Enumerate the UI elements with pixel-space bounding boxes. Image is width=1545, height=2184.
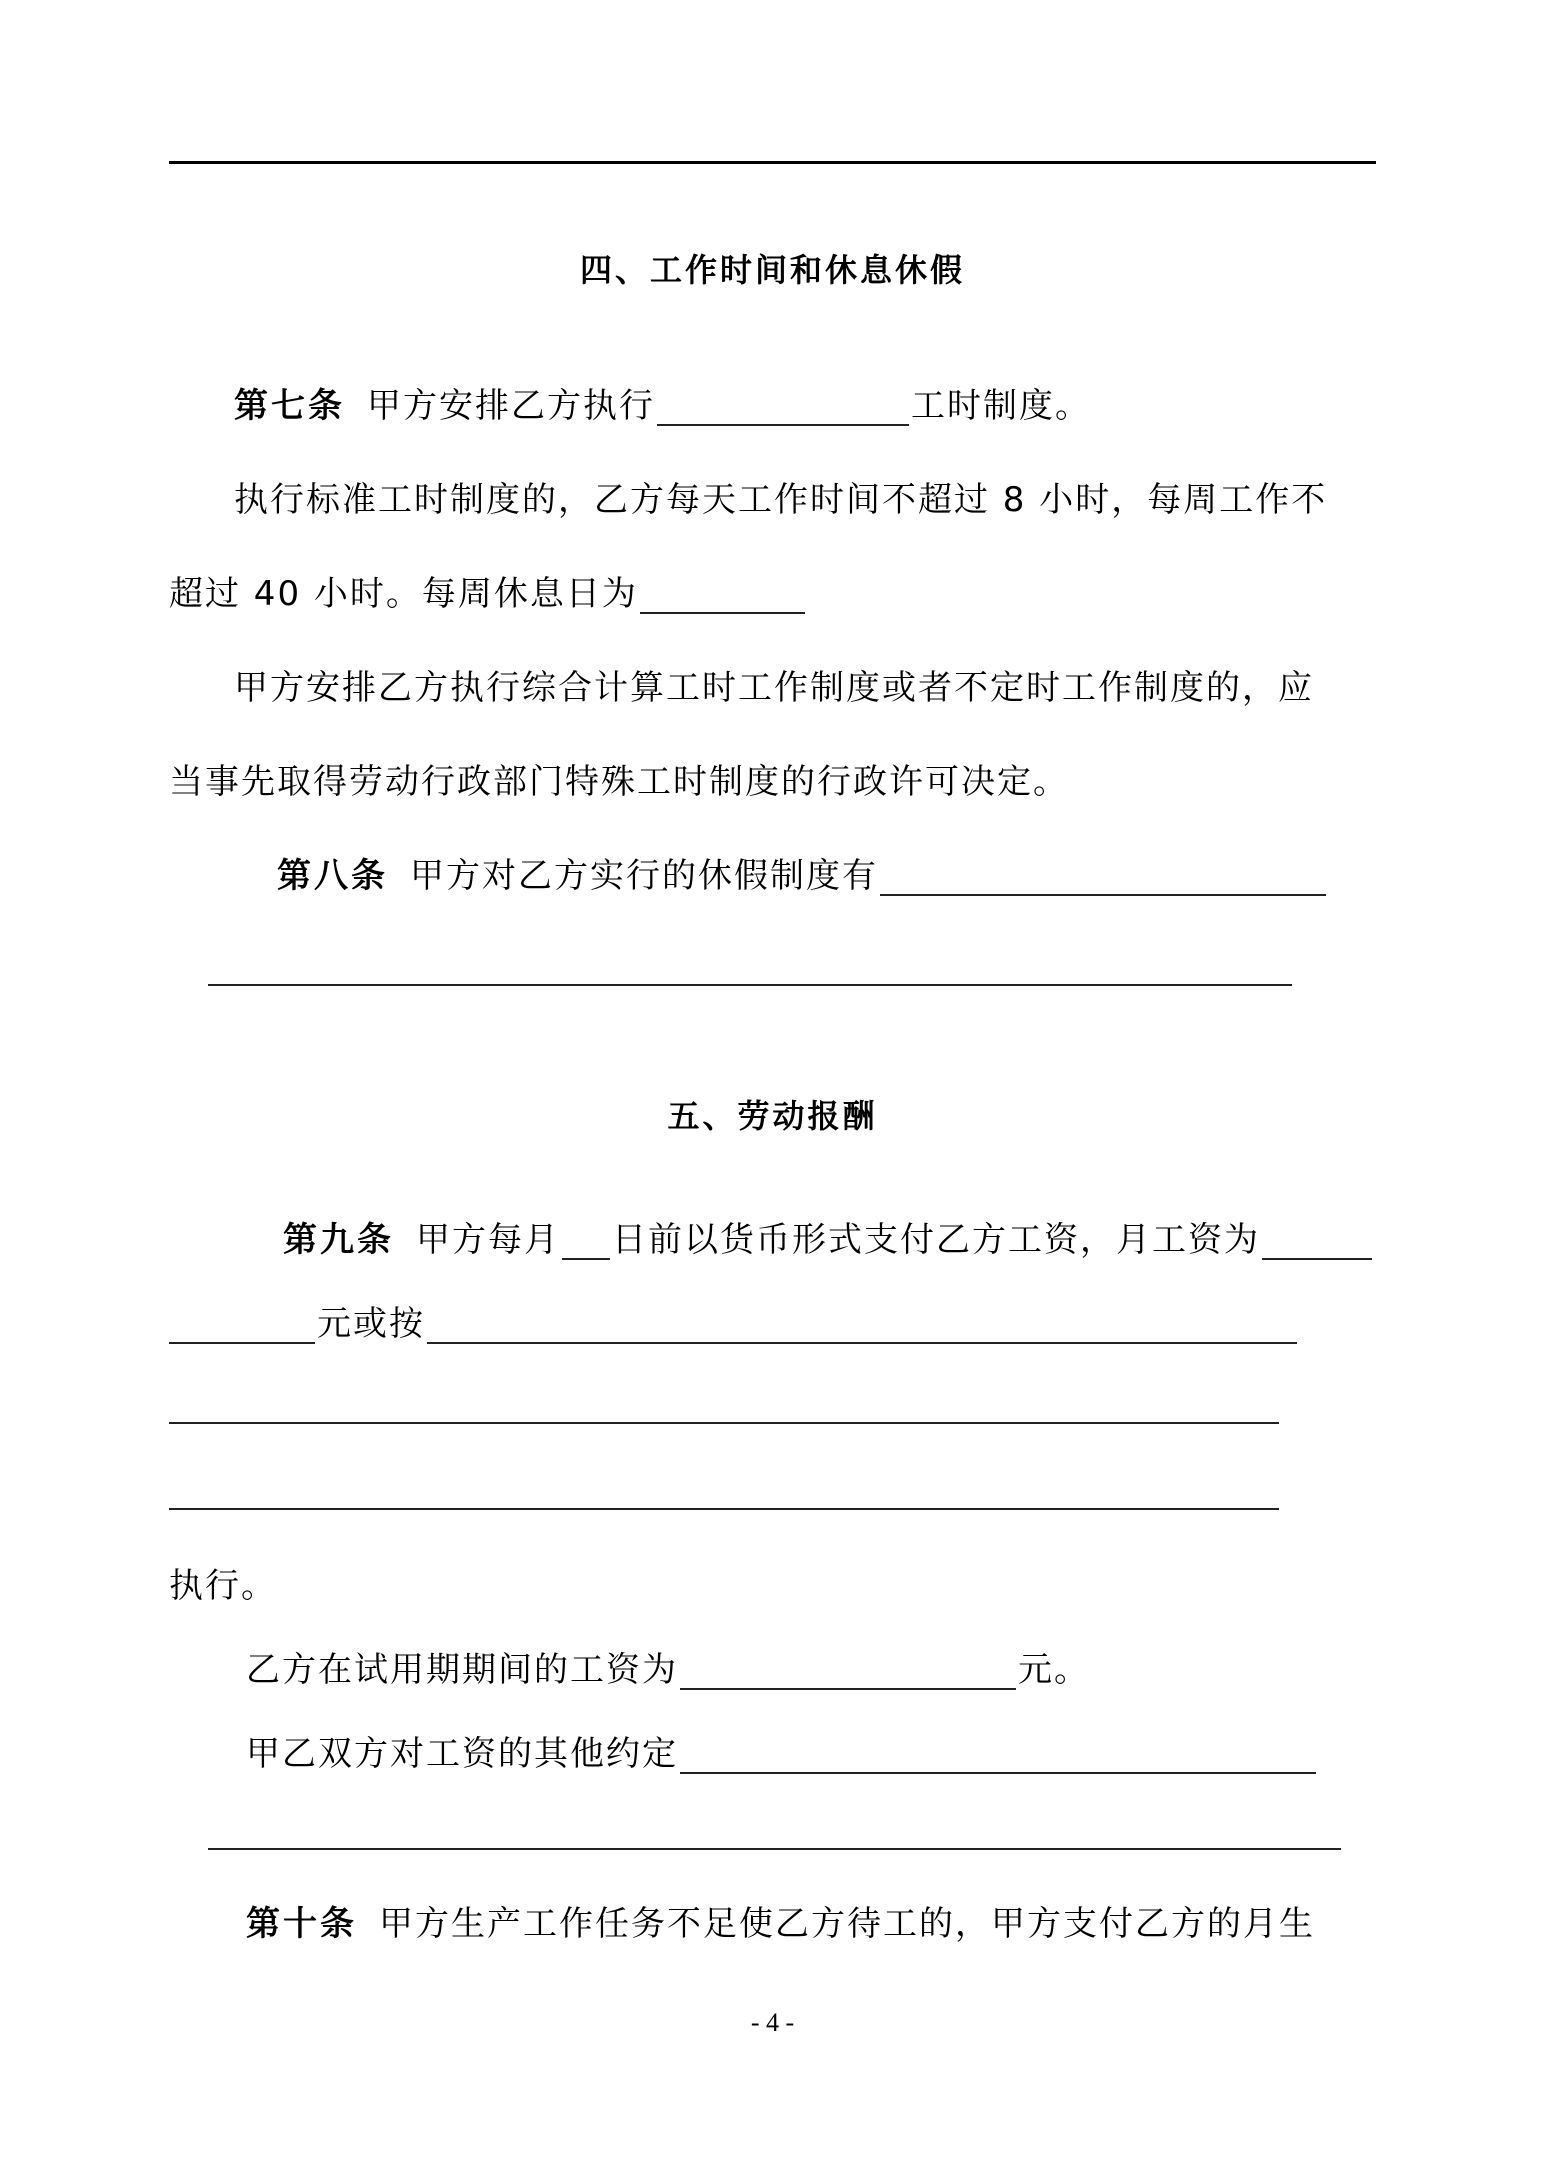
page-number: - 4 -	[750, 2008, 795, 2037]
probation-salary-text: 乙方在试用期期间的工资为	[246, 1650, 678, 1690]
or-according-text: 元或按	[317, 1304, 425, 1344]
probation-salary-line	[246, 1650, 1090, 1690]
other-terms-blank-line-2[interactable]	[208, 1848, 1341, 1850]
rest-day-text: 超过 40 小时。每周休息日为	[169, 574, 638, 614]
article-10-line	[246, 1904, 1315, 1944]
article-10-label: 第十条	[246, 1904, 357, 1944]
standard-hours-line-2	[169, 574, 807, 614]
section-heading-work-hours: 四、工作时间和休息休假	[579, 251, 965, 289]
probation-salary-unit: 元。	[1018, 1650, 1090, 1690]
article-7-line	[234, 386, 1091, 426]
leave-system-blank[interactable]	[880, 860, 1326, 896]
other-terms-blank[interactable]	[680, 1738, 1316, 1774]
salary-method-blank-line-2[interactable]	[169, 1422, 1279, 1424]
standard-hours-line-1: 执行标准工时制度的，乙方每天工作时间不超过 8 小时，每周工作不	[234, 480, 1328, 520]
section-heading-compensation: 五、劳动报酬	[667, 1097, 878, 1135]
other-terms-line	[246, 1734, 1318, 1774]
rest-day-blank[interactable]	[640, 578, 805, 614]
header-rule	[169, 161, 1376, 164]
execute-text: 执行。	[169, 1566, 277, 1606]
article-9-label: 第九条	[283, 1220, 394, 1260]
work-hours-system-blank[interactable]	[657, 390, 909, 426]
flexible-hours-line-1: 甲方安排乙方执行综合计算工时工作制度或者不定时工作制度的，应	[234, 668, 1314, 708]
article-9-text-1: 甲方每月	[416, 1220, 560, 1260]
monthly-salary-blank-cont[interactable]	[169, 1308, 315, 1344]
monthly-salary-blank[interactable]	[1262, 1224, 1372, 1260]
article-7-text: 甲方安排乙方执行	[367, 386, 655, 426]
article-10-text: 甲方生产工作任务不足使乙方待工的，甲方支付乙方的月生	[379, 1904, 1315, 1944]
flexible-hours-line-2: 当事先取得劳动行政部门特殊工时制度的行政许可决定。	[169, 762, 1069, 802]
article-8-text: 甲方对乙方实行的休假制度有	[410, 856, 878, 896]
salary-method-blank-line-3[interactable]	[169, 1508, 1279, 1510]
other-terms-text: 甲乙双方对工资的其他约定	[246, 1734, 678, 1774]
salary-method-blank[interactable]	[427, 1308, 1297, 1344]
article-9-text-2: 日前以货币形式支付乙方工资，月工资为	[612, 1220, 1260, 1260]
article-8-label: 第八条	[277, 856, 388, 896]
probation-salary-blank[interactable]	[680, 1654, 1016, 1690]
article-7-text-after: 工时制度。	[911, 386, 1091, 426]
article-9-line	[283, 1220, 1374, 1260]
pay-day-blank[interactable]	[562, 1224, 610, 1260]
article-9-line-2	[169, 1304, 1299, 1344]
leave-system-blank-line-2[interactable]	[208, 984, 1292, 986]
article-8-line	[277, 856, 1328, 896]
article-7-label: 第七条	[234, 386, 345, 426]
